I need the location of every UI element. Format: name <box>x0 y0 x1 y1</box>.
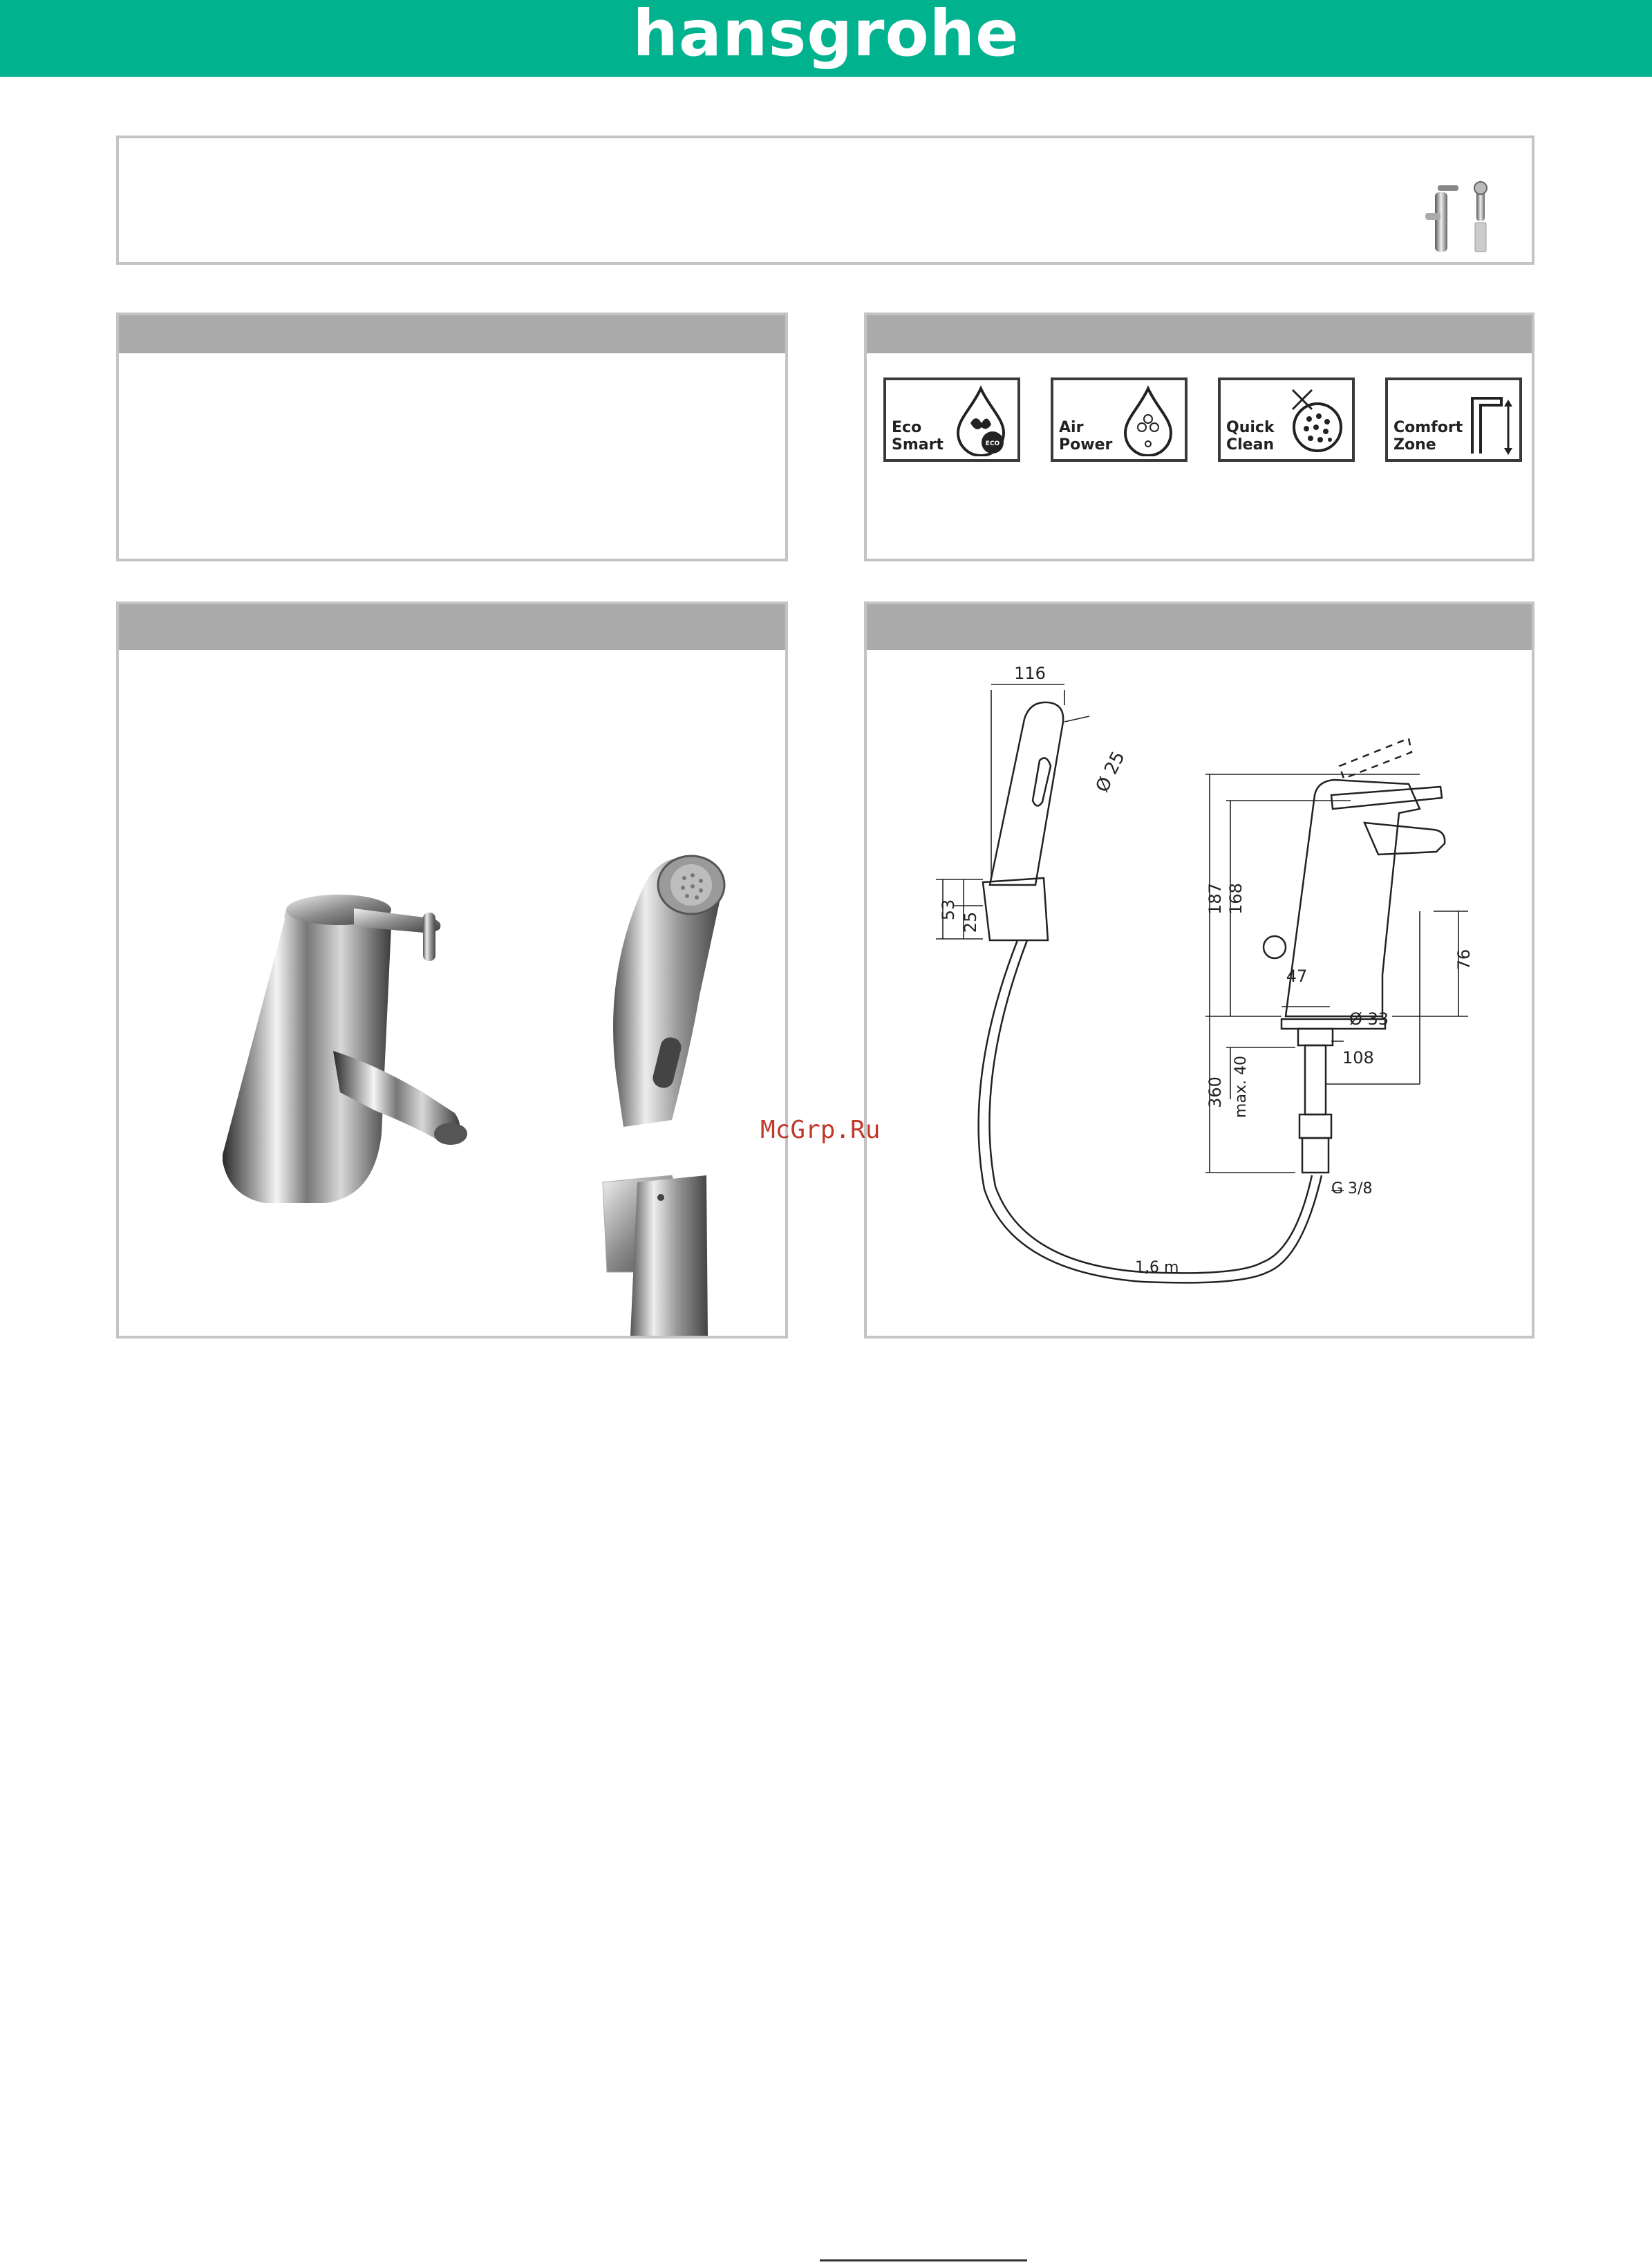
feature-label: Quick Clean <box>1226 419 1275 454</box>
dim-max40: max. 40 <box>1232 1056 1250 1118</box>
dim-d25: Ø 25 <box>1091 748 1129 796</box>
dim-116: 116 <box>1014 664 1046 683</box>
features-box-header <box>867 315 1532 353</box>
brand-header <box>0 0 1652 77</box>
product-photo-box-header <box>119 604 785 650</box>
dim-hose: 1,6 m <box>1135 1259 1179 1276</box>
dim-76: 76 <box>1454 949 1474 971</box>
technical-drawing-box-header <box>867 604 1532 650</box>
brand-logo: hansgrohe <box>632 0 1020 71</box>
dim-360: 360 <box>1205 1076 1225 1108</box>
dim-d33: Ø 33 <box>1349 1009 1389 1029</box>
feature-label: Air Power <box>1059 419 1113 454</box>
feature-air-power <box>1051 377 1188 462</box>
technical-drawing <box>867 650 1532 1336</box>
feature-label: Eco Smart <box>892 419 944 454</box>
eco-smart-drop-icon <box>950 384 1012 456</box>
footer-line <box>820 2259 1027 2261</box>
description-box-header <box>119 315 785 353</box>
dim-47: 47 <box>1286 967 1308 986</box>
feature-label: Comfort Zone <box>1393 419 1463 454</box>
dim-168: 168 <box>1226 883 1246 915</box>
feature-quick-clean <box>1218 377 1355 462</box>
technical-drawing-box <box>864 601 1534 1338</box>
air-power-drop-icon <box>1117 384 1179 456</box>
dim-25: 25 <box>961 911 980 933</box>
description-box <box>116 312 788 561</box>
watermark: McGrp.Ru <box>760 1116 881 1144</box>
feature-eco-smart <box>883 377 1020 462</box>
svg-text:ECO: ECO <box>985 440 1000 447</box>
product-photo <box>119 650 785 1336</box>
product-photo-box <box>116 601 788 1338</box>
comfort-zone-faucet-icon <box>1452 384 1514 456</box>
quick-clean-nozzle-icon <box>1284 384 1346 456</box>
dim-108: 108 <box>1342 1048 1374 1067</box>
dim-187: 187 <box>1205 883 1225 915</box>
product-thumbnail <box>1417 180 1514 256</box>
title-box <box>116 136 1534 265</box>
dim-g38: G 3/8 <box>1331 1180 1373 1197</box>
features-box <box>864 312 1534 561</box>
dim-53: 53 <box>939 899 958 921</box>
feature-comfort-zone <box>1385 377 1522 462</box>
